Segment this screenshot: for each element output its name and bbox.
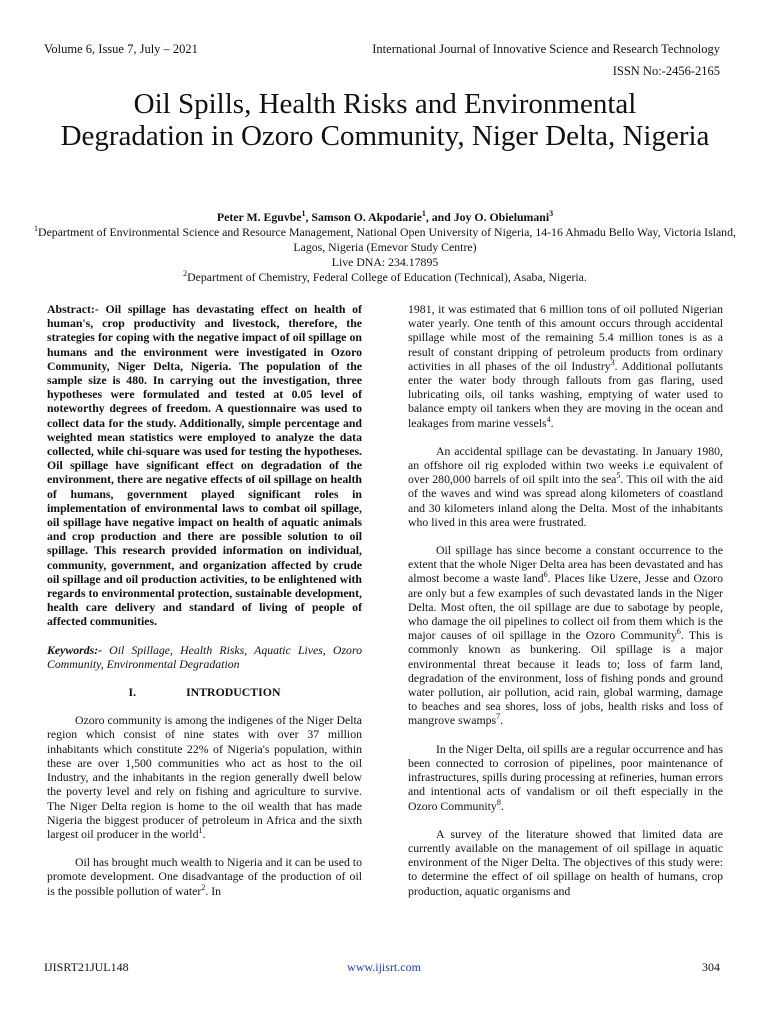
keywords <box>47 643 362 671</box>
left-column <box>47 302 362 912</box>
issn: ISSN No:-2456-2165 <box>612 64 720 78</box>
author-names <box>30 210 740 225</box>
right-p4-sup: 8 <box>496 797 501 807</box>
right-p1-sup: 3 <box>610 357 615 367</box>
abstract: Abstract:- Oil spillage has devastating effect on health of human's, crop productivity and livestock, therefore, the strategies for coping with the negative impact of oil spillage on humans and the environment were investigated in Ozoro Community, Niger Delta, Nigeria. The population of the sample size is 480. In carrying out the investigation, three hypotheses were formulated and tested at 0.05 level of noteworthy degrees of freedom. A questionnaire was used to collect data for the study. Additionally, simple percentage and weighted mean statistics were employed to analyze the data collected, while chi-square was used for testing the hypotheses. Oil spillage have significant effect on degradation of the environment, there are negative effects of oil spillage on health of humans, government played significant roles in implementation of environmental laws to combat oil spillage, oil spillage have negative impact on health of aquatic animals and crop production and there are possible solution to oil spillage. This research provided information on individual, community, government, and organization affected by crude oil spillage and oil production activities, to be enlightened with regards to environmental protection, sustainable development, health care delivery and standard of living of people of affected communities. <box>47 302 362 629</box>
right-paragraph-3 <box>408 543 723 728</box>
right-p2-text: An accidental spillage can be devastating. In January 1980, an offshore oil rig exploded within two weeks i.e equivalent of over 280,000 barrels of oil spilt into the sea <box>408 443 723 487</box>
affiliation-1 <box>30 225 740 255</box>
right-p3-sup: 6 <box>543 570 548 580</box>
right-paragraph-1 <box>408 302 723 430</box>
journal-name: International Journal of Innovative Science and Research Technology <box>372 42 720 56</box>
intro-p2-text: Oil has brought much wealth to Nigeria and it can be used to promote development. One disadvantage of the production of oil is the possible pollution of water <box>47 855 362 898</box>
affiliation-2-sup: 2 <box>183 269 188 279</box>
author-2: , Samson O. Akpodarie <box>305 210 422 224</box>
intro-p1-end: . <box>202 826 206 841</box>
right-p1-sup2: 4 <box>546 414 551 424</box>
page-number: 304 <box>702 960 720 974</box>
intro-p1-text: Ozoro community is among the indigenes of the Niger Delta region which consist of nine states with over 37 million inhabitants which constitute 22% of Nigeria's population, within these are over 1,500 communities who act as host to the oil Industry, and the inhabitants in the region generally dwell below the poverty level and rely on fishing and agriculture to survive. The Niger Delta region is home to the oil wealth that has made Nigeria the biggest producer of petroleum in Africa and the sixth largest oil producer in the world <box>47 713 362 841</box>
volume-issue: Volume 6, Issue 7, July – 2021 <box>44 42 198 56</box>
affiliation-1-sup: 1 <box>34 224 39 234</box>
intro-paragraph-2 <box>47 855 362 898</box>
right-p1-mid: . Additional pollutants enter the water body through fallouts from gas flaring, used lubricating oils, oil tanks washing, emptying of water used to balance empty oil tankers when they are moving in the ocean and leakages from marine vessels <box>408 358 724 430</box>
right-p3-sup3: 7 <box>496 712 501 722</box>
affiliation-1-text: Department of Environmental Science and Resource Management, National Open University of Nigeria, 14-16 Ahmadu Bello Way, Victoria Island, Lagos, Nigeria (Emevor Study Centre) <box>38 225 736 254</box>
affiliation-2-text: Department of Chemistry, Federal College of Education (Technical), Asaba, Nigeria. <box>187 270 587 284</box>
live-dna: Live DNA: 234.17895 <box>331 255 439 269</box>
intro-p2-end: . In <box>205 883 222 898</box>
intro-p1-sup: 1 <box>198 825 203 835</box>
right-p3-end2: . <box>500 713 504 728</box>
right-p1-text: 1981, it was estimated that 6 million tons of oil polluted Nigerian water yearly. One tenth of this amount occurs through accidental spillage while most of the remaining 5.4 million tones is as a result of constant dripping of petroleum products from ordinary activities in all phases of the oil Industry <box>408 302 723 373</box>
section-title: INTRODUCTION <box>186 685 281 700</box>
right-p3-sup2: 6 <box>676 627 681 637</box>
intro-paragraph-1 <box>47 713 362 841</box>
right-p4-text: In the Niger Delta, oil spills are a regular occurrence and has been connected to corrosion of pipelines, poor maintenance of infrastructures, spills during processing at refineries, human errors and intentional acts of vandalism or oil theft especially in the Ozoro Community <box>408 741 723 813</box>
right-p4-end: . <box>500 798 504 813</box>
section-number: I. <box>128 685 137 700</box>
keywords-text: Oil Spillage, Health Risks, Aquatic Lives, Ozoro Community, Environmental Degradation <box>47 642 362 671</box>
article-code: IJISRT21JUL148 <box>44 960 129 974</box>
author-2-sup: 1 <box>421 209 426 219</box>
author-3-sup: 3 <box>549 209 554 219</box>
affiliation-2 <box>30 270 740 285</box>
author-1-sup: 1 <box>301 209 306 219</box>
section-heading <box>47 685 362 699</box>
intro-p2-sup: 2 <box>201 882 206 892</box>
right-p2-end: . This oil with the aid of the waves and wind was spread along kilometers of coastland and 30 kilometers inland along the Delta. Most of the inhabitants who lived in this area were frustrated. <box>408 472 723 529</box>
right-p3-text: Oil spillage has since become a constant occurrence to the extent that the whole Niger Delta area has been devastated and has almost become a waste land <box>408 543 723 586</box>
author-1: Peter M. Eguvbe <box>216 210 302 224</box>
keywords-label: Keywords:- <box>47 642 103 657</box>
right-p3-end: . This is commonly known as bunkering. Oil spillage is a major environmental threat because it leads to; loss of farm land, degradation of the environment, loss of fishing ponds and ground water pollution, air pollution, acid rain, global warming, damage to beaches and sea shores, loss of jobs, health risks and loss of mangrove swamps <box>408 628 723 728</box>
right-p1-end: . <box>550 415 554 430</box>
paper-title: Oil Spills, Health Risks and Environmental Degradation in Ozoro Community, Niger Delta, Nigeria <box>60 88 710 152</box>
right-column <box>408 302 723 912</box>
journal-url-link[interactable]: www.ijisrt.com <box>347 960 421 974</box>
author-block <box>30 210 740 285</box>
right-p2-sup: 5 <box>616 471 621 481</box>
right-paragraph-4 <box>408 742 723 813</box>
author-3: , and Joy O. Obielumani <box>425 210 550 224</box>
right-p3-mid: . Places like Uzere, Jesse and Ozoro are only but a few examples of such devastated lands in the Niger Delta. Most often, the oil spillage are due to sabotage by people, who damage the oil pipelines to collect oil from them which is the major causes of oil spillage in the Ozoro Community <box>408 571 723 643</box>
right-paragraph-5: A survey of the literature showed that limited data are currently available on the management of oil spillage in aquatic environment of the Niger Delta. The objectives of this study were: to determine the effect of oil spillage on health of humans, crop production, aquatic organisms and <box>408 826 723 898</box>
right-paragraph-2 <box>408 444 723 529</box>
